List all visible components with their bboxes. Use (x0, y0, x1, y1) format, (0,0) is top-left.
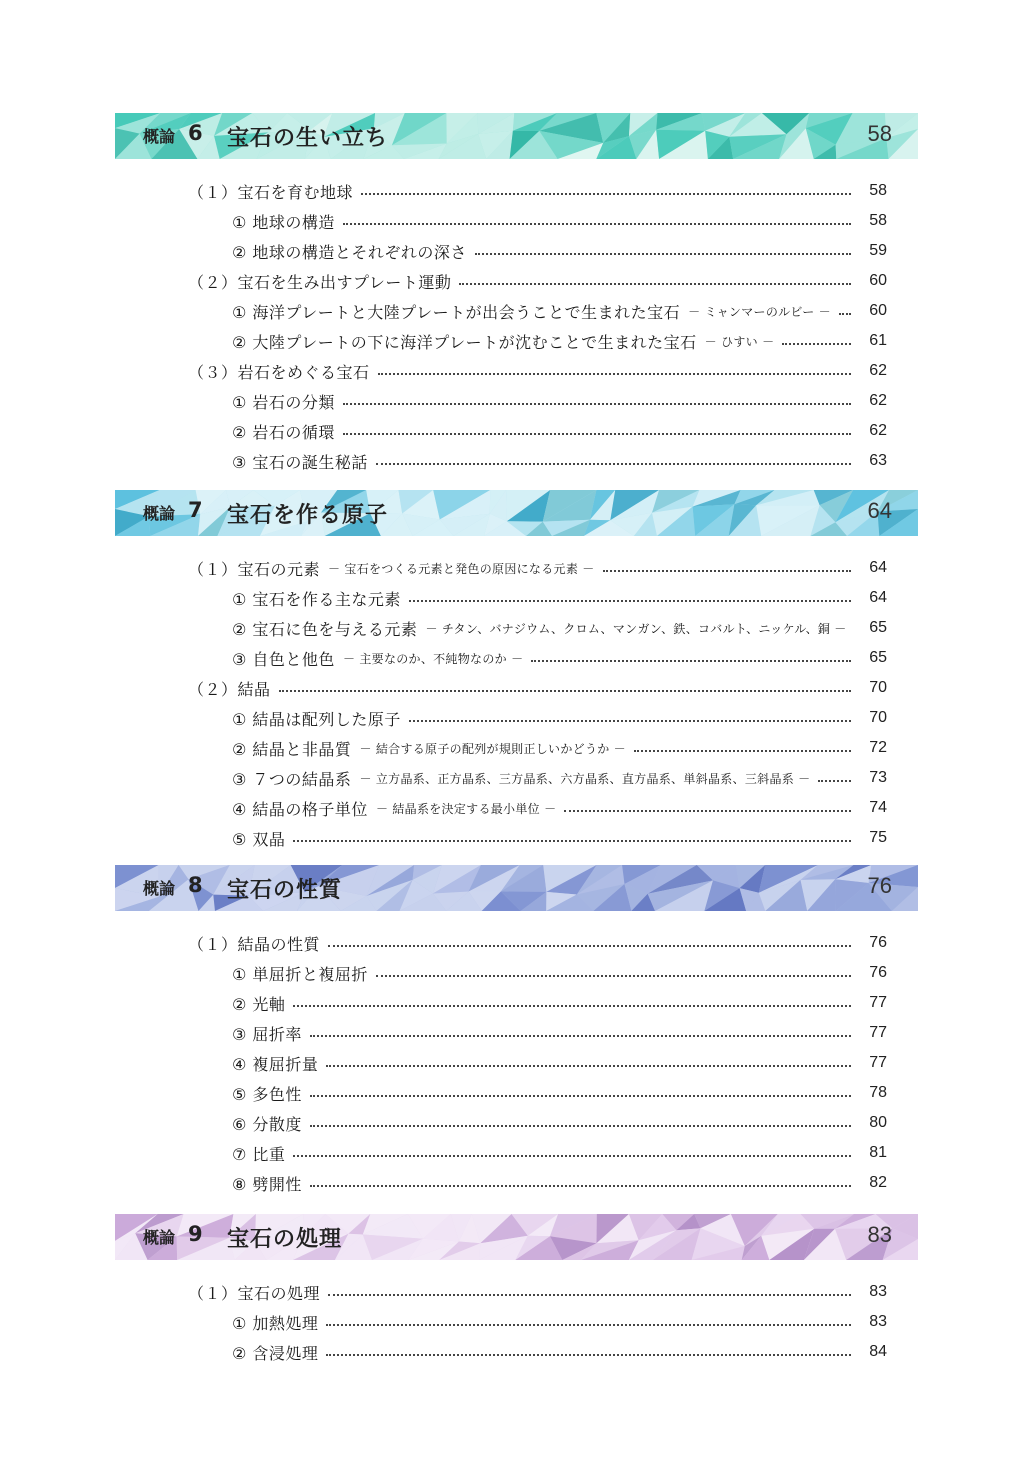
entry-list (115, 176, 918, 476)
chapter-title: 宝石の性質 (227, 878, 343, 903)
entry-page-number: 74 (869, 799, 887, 816)
toc-subsection-entry[interactable] (115, 703, 918, 733)
dot-leader (343, 223, 851, 225)
chapter-page-number: 76 (867, 873, 892, 898)
chapter-page-number: 83 (867, 1222, 892, 1247)
dot-leader (603, 570, 851, 572)
toc-subsection-entry[interactable] (115, 613, 918, 643)
entry-list (115, 1277, 918, 1367)
entry-subtitle: － 立方晶系、正方晶系、三方晶系、六方晶系、直方晶系、単斜晶系、三斜晶系 － (359, 771, 811, 786)
chapter-number: 6 (188, 121, 203, 145)
entry-title: ④ 結晶の格子単位 (232, 799, 368, 819)
entry-title: ③ 自色と他色 (232, 649, 335, 669)
toc-section-entry[interactable] (115, 266, 918, 296)
dot-leader (328, 945, 851, 947)
entry-page-number: 60 (869, 302, 887, 319)
entry-page-number: 70 (869, 709, 887, 726)
toc-subsection-entry[interactable] (115, 1307, 918, 1337)
dot-leader (326, 1354, 851, 1356)
chapter-banner (115, 113, 918, 159)
entry-title: ④ 複屈折量 (232, 1054, 319, 1074)
entry-page-number: 65 (869, 649, 887, 666)
entry-page-number: 75 (869, 829, 887, 846)
dot-leader (409, 600, 851, 602)
chapter-number: 7 (188, 498, 203, 522)
entry-page-number: 62 (869, 392, 887, 409)
entry-page-number: 59 (869, 242, 887, 259)
entry-title: ① 単屈折と複屈折 (232, 964, 368, 984)
entry-title: ③ 屈折率 (232, 1024, 302, 1044)
toc-subsection-entry[interactable] (115, 206, 918, 236)
toc-subsection-entry[interactable] (115, 326, 918, 356)
toc-section-entry[interactable] (115, 928, 918, 958)
toc-subsection-entry[interactable] (115, 236, 918, 266)
entry-page-number: 77 (869, 994, 887, 1011)
entry-page-number: 77 (869, 1054, 887, 1071)
entry-page-number: 81 (869, 1144, 887, 1161)
toc-subsection-entry[interactable] (115, 1078, 918, 1108)
dot-leader (343, 433, 851, 435)
dot-leader (293, 1005, 851, 1007)
entry-subtitle: － 結晶系を決定する最小単位 － (375, 801, 557, 816)
chapter-label: 概論 (143, 1228, 176, 1247)
entry-title: ① 地球の構造 (232, 212, 335, 232)
entry-page-number: 76 (869, 964, 887, 981)
dot-leader (376, 463, 851, 465)
entry-title: ⑤ 双晶 (232, 829, 286, 849)
chapter-banner (115, 1214, 918, 1260)
entry-title: ⑧ 劈開性 (232, 1174, 302, 1194)
entry-list (115, 928, 918, 1198)
toc-subsection-entry[interactable] (115, 763, 918, 793)
entry-title: ③ 宝石の誕生秘話 (232, 452, 368, 472)
entry-page-number: 60 (869, 272, 887, 289)
entry-title: ② 地球の構造とそれぞれの深さ (232, 242, 467, 262)
toc-subsection-entry[interactable] (115, 296, 918, 326)
toc-subsection-entry[interactable] (115, 823, 918, 853)
entry-page-number: 61 (869, 332, 887, 349)
toc-section-entry[interactable] (115, 553, 918, 583)
dot-leader (376, 975, 851, 977)
dot-leader (378, 373, 851, 375)
dot-leader (326, 1065, 851, 1067)
toc-subsection-entry[interactable] (115, 1048, 918, 1078)
toc-subsection-entry[interactable] (115, 1018, 918, 1048)
toc-section-entry[interactable] (115, 1277, 918, 1307)
chapter-title: 宝石の処理 (227, 1227, 343, 1252)
dot-leader (361, 193, 851, 195)
toc-subsection-entry[interactable] (115, 988, 918, 1018)
entry-subtitle: － ミャンマーのルビー － (688, 304, 831, 319)
entry-page-number: 65 (869, 619, 887, 636)
toc-section-entry[interactable] (115, 356, 918, 386)
entry-page-number: 64 (869, 559, 887, 576)
entry-page-number: 83 (869, 1313, 887, 1330)
dot-leader (310, 1125, 851, 1127)
entry-title: ⑥ 分散度 (232, 1114, 302, 1134)
dot-leader (310, 1185, 851, 1187)
entry-title: ② 大陸プレートの下に海洋プレートが沈むことで生まれた宝石 (232, 332, 697, 352)
toc-subsection-entry[interactable] (115, 386, 918, 416)
entry-page-number: 58 (869, 182, 887, 199)
chapter-section (115, 1214, 918, 1367)
entry-title: ② 岩石の循環 (232, 422, 335, 442)
entry-page-number: 76 (869, 934, 887, 951)
dot-leader (328, 1294, 851, 1296)
toc-subsection-entry[interactable] (115, 1108, 918, 1138)
dot-leader (293, 1155, 851, 1157)
entry-page-number: 63 (869, 452, 887, 469)
toc-subsection-entry[interactable] (115, 733, 918, 763)
entry-page-number: 70 (869, 679, 887, 696)
dot-leader (839, 313, 851, 315)
entry-title: ① 結晶は配列した原子 (232, 709, 401, 729)
chapter-label: 概論 (143, 879, 176, 898)
entry-title: ① 宝石を作る主な元素 (232, 589, 401, 609)
entry-page-number: 72 (869, 739, 887, 756)
entry-title: （３）岩石をめぐる宝石 (188, 362, 370, 382)
entry-title: （１）宝石の元素 (188, 559, 321, 579)
chapter-banner (115, 865, 918, 911)
toc-subsection-entry[interactable] (115, 1337, 918, 1367)
dot-leader (564, 810, 851, 812)
entry-title: ② 含浸処理 (232, 1343, 319, 1363)
entry-subtitle: － 主要なのか、不純物なのか － (342, 651, 524, 666)
entry-page-number: 62 (869, 422, 887, 439)
dot-leader (279, 690, 851, 692)
entry-title: （１）結晶の性質 (188, 934, 321, 954)
dot-leader (326, 1324, 851, 1326)
toc-subsection-entry[interactable] (115, 1168, 918, 1198)
chapter-title: 宝石の生い立ち (227, 126, 389, 151)
chapter-section (115, 490, 918, 853)
entry-subtitle: － 結合する原子の配列が規則正しいかどうか － (359, 741, 626, 756)
entry-list (115, 553, 918, 853)
dot-leader (293, 840, 851, 842)
entry-page-number: 78 (869, 1084, 887, 1101)
chapter-number: 8 (188, 873, 203, 897)
entry-page-number: 83 (869, 1283, 887, 1300)
entry-title: ① 加熱処理 (232, 1313, 319, 1333)
entry-page-number: 80 (869, 1114, 887, 1131)
entry-title: （１）宝石を育む地球 (188, 182, 354, 202)
entry-title: ② 宝石に色を与える元素 (232, 619, 418, 639)
dot-leader (310, 1095, 851, 1097)
dot-leader (475, 253, 851, 255)
entry-subtitle: － ひすい － (704, 334, 775, 349)
toc-subsection-entry[interactable] (115, 583, 918, 613)
chapter-banner (115, 490, 918, 536)
dot-leader (459, 283, 851, 285)
entry-page-number: 82 (869, 1174, 887, 1191)
chapter-label: 概論 (143, 504, 176, 523)
chapter-title: 宝石を作る原子 (227, 503, 389, 528)
toc-subsection-entry[interactable] (115, 1138, 918, 1168)
chapter-number: 9 (188, 1222, 203, 1246)
dot-leader (310, 1035, 851, 1037)
entry-subtitle: － チタン、バナジウム、クロム、マンガン、鉄、コバルト、ニッケル、銅 － (425, 621, 847, 636)
entry-title: ③ ７つの結晶系 (232, 769, 352, 789)
entry-title: ② 結晶と非晶質 (232, 739, 352, 759)
entry-page-number: 77 (869, 1024, 887, 1041)
toc-section-entry[interactable] (115, 176, 918, 206)
entry-page-number: 62 (869, 362, 887, 379)
entry-title: ⑦ 比重 (232, 1144, 286, 1164)
entry-page-number: 84 (869, 1343, 887, 1360)
entry-title: ① 岩石の分類 (232, 392, 335, 412)
entry-title: ② 光軸 (232, 994, 286, 1014)
dot-leader (818, 780, 851, 782)
entry-page-number: 73 (869, 769, 887, 786)
entry-page-number: 58 (869, 212, 887, 229)
toc-subsection-entry[interactable] (115, 643, 918, 673)
chapter-page-number: 64 (867, 498, 892, 523)
toc-subsection-entry[interactable] (115, 416, 918, 446)
entry-page-number: 64 (869, 589, 887, 606)
dot-leader (409, 720, 851, 722)
toc-subsection-entry[interactable] (115, 793, 918, 823)
toc-section-entry[interactable] (115, 673, 918, 703)
chapter-label: 概論 (143, 127, 176, 146)
dot-leader (343, 403, 851, 405)
chapter-section (115, 113, 918, 476)
entry-title: ⑤ 多色性 (232, 1084, 302, 1104)
dot-leader (634, 750, 851, 752)
entry-title: （２）結晶 (188, 679, 271, 699)
entry-title: ① 海洋プレートと大陸プレートが出会うことで生まれた宝石 (232, 302, 681, 322)
chapter-section (115, 865, 918, 1198)
entry-title: （１）宝石の処理 (188, 1283, 321, 1303)
dot-leader (531, 660, 851, 662)
chapter-page-number: 58 (867, 121, 892, 146)
entry-subtitle: － 宝石をつくる元素と発色の原因になる元素 － (328, 561, 595, 576)
toc-subsection-entry[interactable] (115, 958, 918, 988)
entry-title: （２）宝石を生み出すプレート運動 (188, 272, 452, 292)
dot-leader (782, 343, 851, 345)
toc-subsection-entry[interactable] (115, 446, 918, 476)
